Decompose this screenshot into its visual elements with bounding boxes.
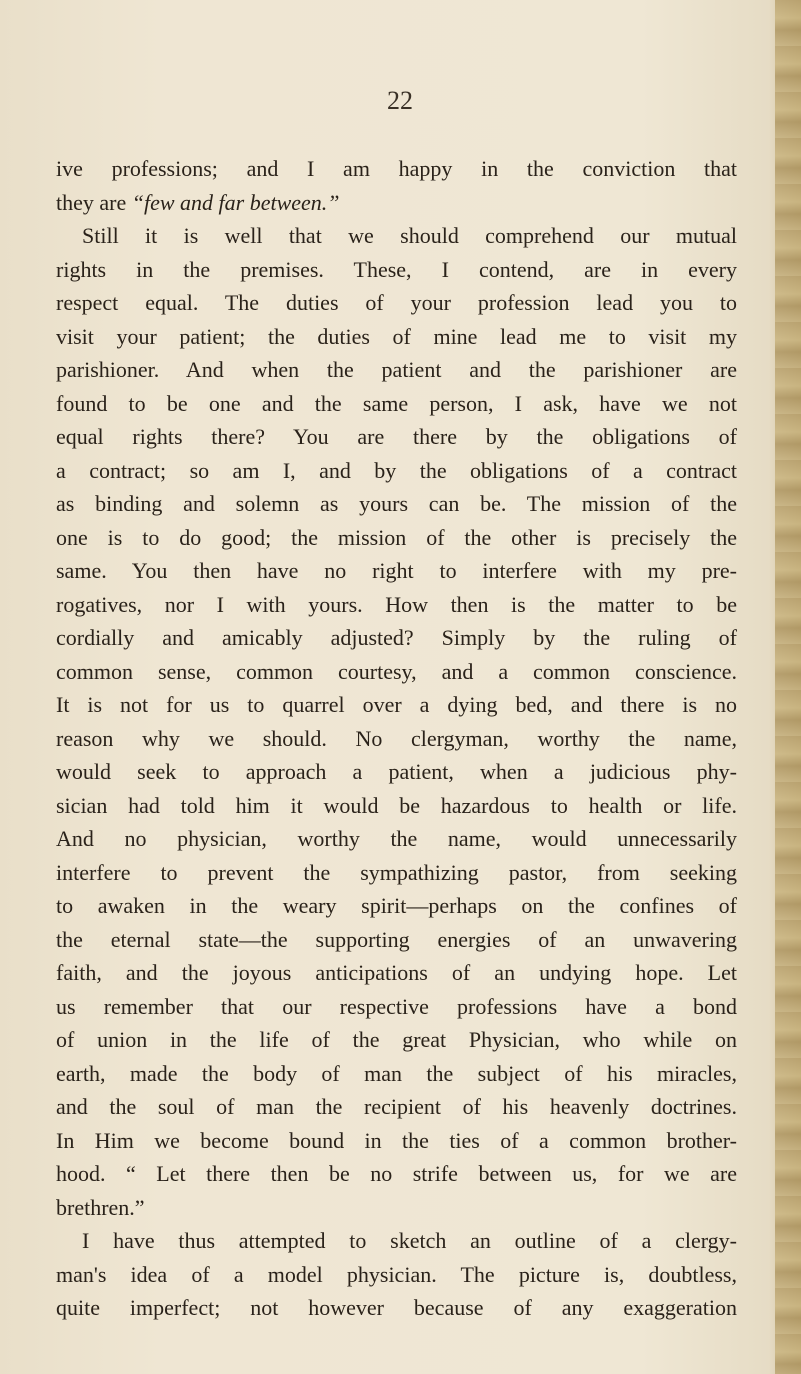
text-line: us remember that our respective professions have a bond: [56, 993, 737, 1019]
text-line: of union in the life of the great Physician, who while on: [56, 1027, 737, 1052]
text-line: parishioner. And when the patient and the parishioner are: [56, 357, 737, 382]
text-line: quite imperfect; not however because of any exaggeration: [56, 1295, 737, 1320]
text-line: earth, made the body of man the subject of his miracles,: [56, 1060, 737, 1086]
text-line: one is to do good; the mission of the other is precisely the: [56, 524, 737, 550]
text-line: same. You then have no right to interfere with my pre-: [56, 558, 737, 583]
text-line: respect equal. The duties of your profession lead you to: [56, 290, 737, 315]
text-line: rights in the premises. These, I contend, are in every: [56, 256, 737, 282]
text-line: a contract; so am I, and by the obligations of a contract: [56, 457, 737, 483]
text-line: the eternal state—the supporting energies of an unwavering: [56, 926, 737, 952]
text-line: And no physician, worthy the name, would unnecessarily: [56, 826, 737, 851]
text-line: In Him we become bound in the ties of a common brother-: [56, 1127, 737, 1153]
text-line: and the soul of man the recipient of his heavenly doctrines.: [56, 1094, 737, 1119]
text-line: found to be one and the same person, I ask, have we not: [56, 390, 737, 416]
text-line: would seek to approach a patient, when a judicious phy-: [56, 759, 737, 784]
text-line: faith, and the joyous anticipations of an undying hope. Let: [56, 960, 737, 985]
text-line: hood. “ Let there then be no strife between us, for we are: [56, 1161, 737, 1186]
page-edge: [775, 0, 801, 1374]
text-line: ive professions; and I am happy in the conviction that: [56, 156, 737, 181]
text-line: It is not for us to quarrel over a dying bed, and there is no: [56, 692, 737, 717]
text-line: interfere to prevent the sympathizing pastor, from seeking: [56, 859, 737, 885]
text-line: Still it is well that we should comprehend our mutual: [82, 223, 737, 248]
text-line: I have thus attempted to sketch an outline of a clergy-: [82, 1228, 737, 1253]
text-line: [56, 186, 737, 220]
text-line: visit your patient; the duties of mine lead me to visit my: [56, 323, 737, 349]
text-line: as binding and solemn as yours can be. The mission of the: [56, 491, 737, 516]
text-line: rogatives, nor I with yours. How then is the matter to be: [56, 591, 737, 617]
italic-quote: “few and far between.”: [131, 189, 340, 215]
text-line: reason why we should. No clergyman, worthy the name,: [56, 725, 737, 751]
text-line: man's idea of a model physician. The picture is, doubtless,: [56, 1261, 737, 1287]
text-line-part: they are: [56, 189, 127, 215]
text-line: to awaken in the weary spirit—perhaps on the confines of: [56, 893, 737, 918]
text-line: cordially and amicably adjusted? Simply by the ruling of: [56, 625, 737, 650]
page-number: 22: [387, 86, 413, 115]
text-line: common sense, common courtesy, and a common conscience.: [56, 658, 737, 684]
text-line: brethren.”: [56, 1194, 145, 1220]
body-text: [56, 152, 737, 1325]
text-line: sician had told him it would be hazardous to health or life.: [56, 792, 737, 818]
text-line: equal rights there? You are there by the obligations of: [56, 424, 737, 449]
